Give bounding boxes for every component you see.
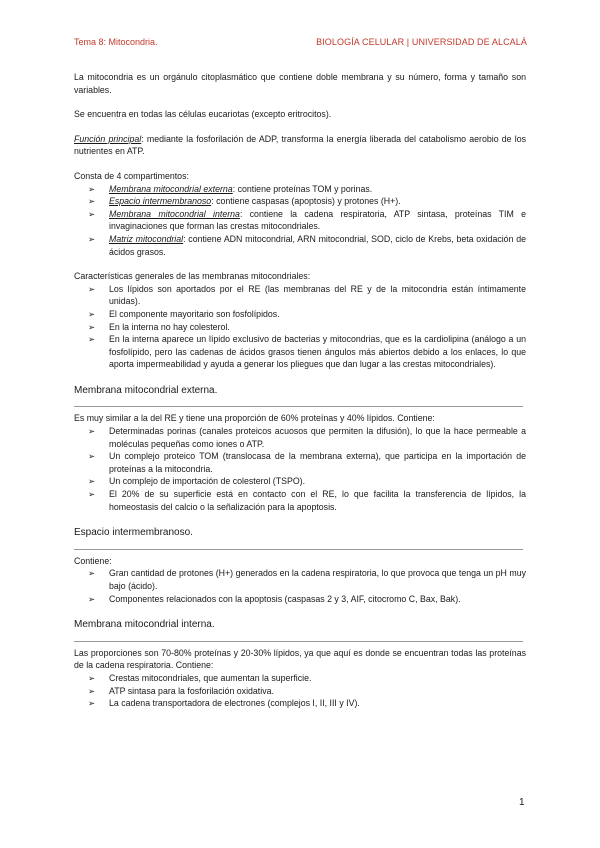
arrow-bullet-icon: ➢ (88, 568, 96, 579)
list-item: ➢ Gran cantidad de protones (H+) generados en la cadena respiratoria, lo que provoca que tenga un pH muy bajo (ácido). (88, 568, 526, 591)
arrow-bullet-icon: ➢ (88, 334, 96, 345)
function-paragraph (74, 133, 526, 158)
section-intro-external: Es muy similar a la del RE y tiene una proporción de 60% proteínas y 40% lípidos. Contiene: (74, 413, 435, 424)
arrow-bullet-icon: ➢ (88, 208, 96, 219)
compartments-list (74, 183, 526, 259)
arrow-bullet-icon: ➢ (88, 196, 96, 207)
arrow-bullet-icon: ➢ (88, 183, 96, 194)
arrow-bullet-icon: ➢ (88, 233, 96, 244)
list-item: ➢ Membrana mitocondrial interna: contiene la cadena respiratoria, ATP sintasa, proteínas TIM e invaginaciones que forman las crestas mitocondriales. (88, 208, 526, 232)
compartments-intro: Consta de 4 compartimentos: (74, 170, 189, 181)
header-course: BIOLOGÍA CELULAR | UNIVERSIDAD DE ALCALÁ (316, 37, 527, 47)
list-item: ➢ Determinadas porinas (canales proteicos acuosos que permiten la difusión), lo que la hace permeable a moléculas pequeñas como iones o ATP. (88, 426, 526, 449)
page-number: 1 (519, 797, 525, 808)
list-item: ➢ En la interna no hay colesterol. (88, 321, 230, 332)
arrow-bullet-icon: ➢ (88, 451, 96, 462)
header-topic: Tema 8: Mitocondria. (74, 37, 158, 47)
location-paragraph: Se encuentra en todas las células eucariotas (excepto eritrocitos). (74, 109, 332, 120)
arrow-bullet-icon: ➢ (88, 698, 96, 709)
arrow-bullet-icon: ➢ (88, 283, 96, 294)
section-intro-internal: Las proporciones son 70-80% proteínas y 20-30% lípidos, ya que aquí es donde se encuentran todas las proteínas de la cadena respiratoria. Contiene: (74, 647, 526, 671)
list-item: ➢ Membrana mitocondrial externa: contiene proteínas TOM y porinas. (88, 183, 373, 194)
intermembrane-list (74, 567, 526, 605)
section-title-intermembrane: Espacio intermembranoso. (74, 527, 523, 550)
list-item: ➢ Espacio intermembranoso: contiene caspasas (apoptosis) y protones (H+). (88, 196, 401, 207)
list-item: ➢ Los lípidos son aportados por el RE (las membranas del RE y de la mitocondria están íntimamente unidas). (88, 283, 526, 307)
arrow-bullet-icon: ➢ (88, 593, 96, 604)
function-text: : mediante la fosforilación de ADP, transforma la energía liberada del catabolismo aerobio de los nutrientes en ATP. (74, 133, 526, 157)
internal-list (74, 672, 526, 710)
section-title-internal: Membrana mitocondrial interna. (74, 619, 523, 642)
arrow-bullet-icon: ➢ (88, 489, 96, 500)
list-item: ➢ Un complejo proteico TOM (translocasa de la membrana externa), que participa en la importación de proteínas a la mitocondria. (88, 451, 526, 474)
membranes-intro: Características generales de las membranas mitocondriales: (74, 271, 311, 282)
arrow-bullet-icon: ➢ (88, 321, 96, 332)
list-item: ➢ Crestas mitocondriales, que aumentan la superficie. (88, 672, 312, 683)
list-item: ➢ Un complejo de importación de colesterol (TSPO). (88, 476, 306, 487)
intro-paragraph: La mitocondria es un orgánulo citoplasmático que contiene doble membrana y su número, forma y tamaño son variables. (74, 72, 526, 95)
list-item: ➢ La cadena transportadora de electrones (complejos I, II, III y IV). (88, 698, 360, 709)
external-list (74, 425, 526, 513)
section-intro-intermembrane: Contiene: (74, 555, 112, 566)
section-title-external: Membrana mitocondrial externa. (74, 385, 523, 408)
arrow-bullet-icon: ➢ (88, 476, 96, 487)
list-item: ➢ Matriz mitocondrial: contiene ADN mitocondrial, ARN mitocondrial, SOD, ciclo de Krebs, beta oxidación de ácidos grasos. (88, 233, 526, 257)
arrow-bullet-icon: ➢ (88, 672, 96, 683)
list-item: ➢ ATP sintasa para la fosforilación oxidativa. (88, 685, 274, 696)
arrow-bullet-icon: ➢ (88, 308, 96, 319)
membranes-list (74, 283, 526, 371)
document-body (74, 71, 526, 710)
list-item: ➢ El componente mayoritario son fosfolípidos. (88, 308, 280, 319)
function-label: Función principal (74, 133, 142, 144)
arrow-bullet-icon: ➢ (88, 685, 96, 696)
arrow-bullet-icon: ➢ (88, 426, 96, 437)
list-item: ➢ Componentes relacionados con la apoptosis (caspasas 2 y 3, AIF, citocromo C, Bax, Bak). (88, 593, 461, 604)
list-item: ➢ En la interna aparece un lípido exclusivo de bacterias y mitocondrias, que es la cardiolipina (análogo a un fosfolípido, pero las cadenas de ácidos grasos tienen ángulos más abiertos debido a los enlaces, lo que aporta impermeabilidad y ayuda a generar los pliegues que dan lugar a las crestas mitocondriales). (88, 334, 526, 370)
list-item: ➢ El 20% de su superficie está en contacto con el RE, lo que facilita la transferencia de lípidos, la homeostasis del calcio o la señalización para la apoptosis. (88, 489, 526, 512)
